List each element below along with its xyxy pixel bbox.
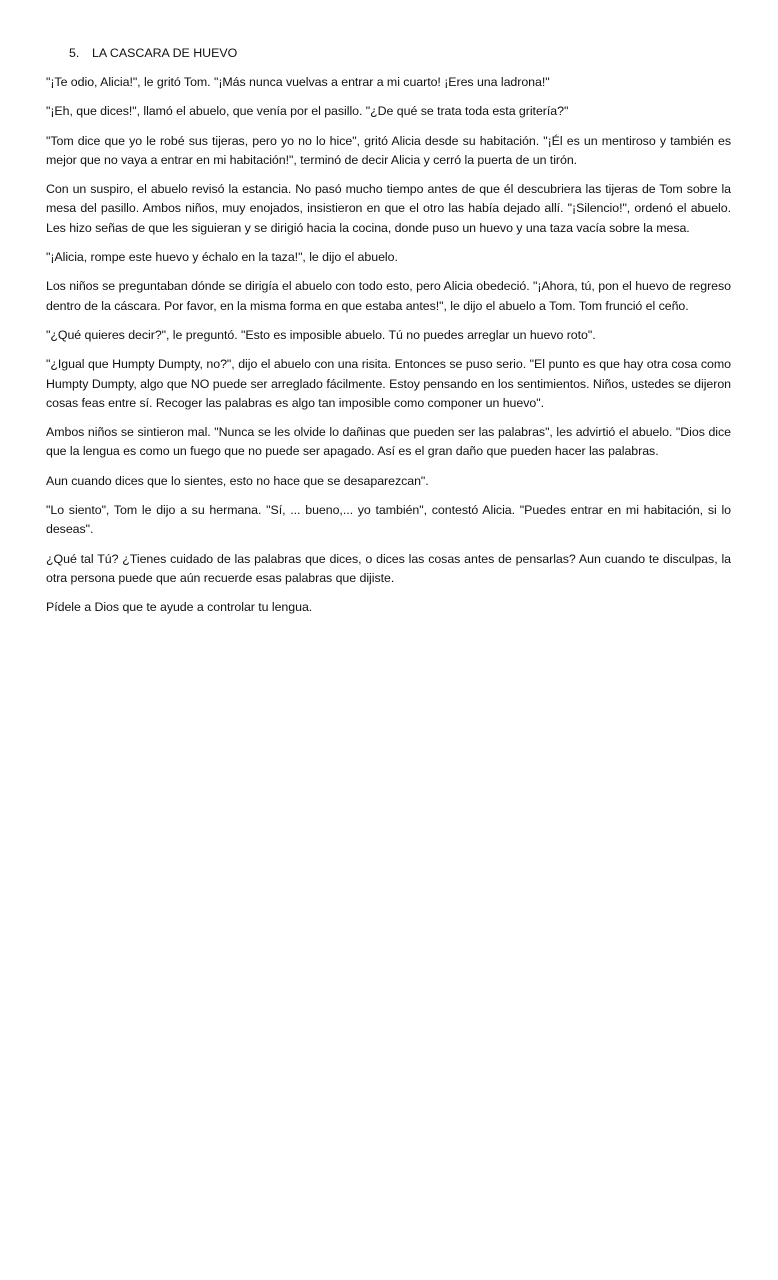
paragraph-5: "¡Alicia, rompe este huevo y échalo en la taza!", le dijo el abuelo. [46, 250, 398, 265]
paragraph-9: Ambos niños se sintieron mal. "Nunca se les olvide lo dañinas que pueden ser las palabras", les advirtió el abuelo. "Dios dice que la lengua es como un fuego que no puede ser apagado. Así es el gran daño que pueden hacer las palabras. [46, 425, 731, 459]
paragraph-1: "¡Te odio, Alicia!", le gritó Tom. "¡Más nunca vuelvas a entrar a mi cuarto! ¡Eres una ladrona!" [46, 75, 550, 89]
document-page [46, 44, 731, 628]
paragraph-3: "Tom dice que yo le robé sus tijeras, pero yo no lo hice", gritó Alicia desde su habitación. "¡Él es un mentiroso y también es mejor que no vaya a entrar en mi habitación!", terminó de decir Alicia y cerró la puerta de un tirón. [46, 133, 731, 167]
paragraph-13: Pídele a Dios que te ayude a controlar tu lengua. [46, 600, 313, 615]
section-number: 5. [69, 46, 80, 60]
paragraph-4: Con un suspiro, el abuelo revisó la estancia. No pasó mucho tiempo antes de que él descubriera las tijeras de Tom sobre la mesa del pasillo. Ambos niños, muy enojados, insistieron en que el otro las había dejado allí. "¡Silencio!", ordenó el abuelo. Les hizo señas de que les siguieran y se dirigió hacia la cocina, donde puso un huevo y una taza vacía sobre la mesa. [46, 182, 731, 235]
section-heading [46, 44, 731, 63]
paragraph-11: "Lo siento", Tom le dijo a su hermana. "Sí, ... bueno,... yo también", contestó Alicia. "Puedes entrar en mi habitación, si lo deseas". [46, 503, 731, 537]
paragraph-6: Los niños se preguntaban dónde se dirigía el abuelo con todo esto, pero Alicia obedeció. "¡Ahora, tú, pon el huevo de regreso dentro de la cáscara. Por favor, en la misma forma en que estaba antes!", le dijo el abuelo a Tom. Tom frunció el ceño. [46, 279, 731, 313]
paragraph-7: "¿Qué quieres decir?", le preguntó. "Esto es imposible abuelo. Tú no puedes arreglar un huevo roto". [46, 327, 596, 342]
paragraph-8: "¿Igual que Humpty Dumpty, no?", dijo el abuelo con una risita. Entonces se puso serio. "El punto es que hay otra cosa como Humpty Dumpty, algo que NO puede ser arreglado fácilmente. Estoy pensando en los sentimientos. Niños, ustedes se dijeron cosas feas entre sí. Recoger las palabras es algo tan imposible como componer un huevo". [46, 357, 731, 410]
paragraph-2: "¡Eh, que dices!", llamó el abuelo, que venía por el pasillo. "¿De qué se trata toda esta gritería?" [46, 104, 569, 119]
paragraph-12: ¿Qué tal Tú? ¿Tienes cuidado de las palabras que dices, o dices las cosas antes de pensarlas? Aun cuando te disculpas, la otra persona puede que aún recuerde esas palabras que dijiste. [46, 551, 731, 585]
paragraph-10: Aun cuando dices que lo sientes, esto no hace que se desaparezcan". [46, 473, 429, 488]
section-title: LA CASCARA DE HUEVO [92, 46, 238, 60]
